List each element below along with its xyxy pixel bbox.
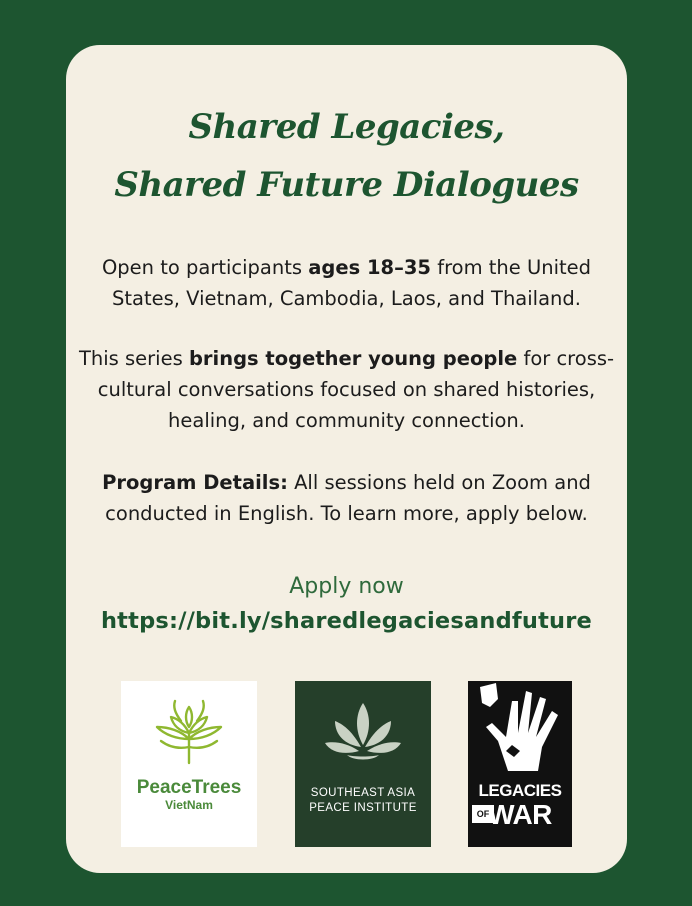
- flyer-card: [66, 45, 627, 873]
- peacetrees-name: PeaceTrees: [136, 777, 242, 798]
- title-line-2: Shared Future Dialogues: [114, 165, 579, 205]
- apply-now-label: Apply now: [289, 574, 404, 599]
- hand-icon: [468, 681, 572, 781]
- age-range: ages 18–35: [308, 256, 431, 279]
- title-line-1: Shared Legacies,: [188, 107, 505, 147]
- peacetrees-sub: VietNam: [165, 798, 213, 812]
- series-highlight: brings together young people: [188, 347, 518, 370]
- of-word: OF: [472, 805, 494, 823]
- southeast-asia-peace-institute-logo: [295, 681, 431, 847]
- war-word: WAR: [488, 799, 552, 830]
- legacies-of-war-logo: [468, 681, 572, 847]
- lotus-icon: [295, 681, 431, 781]
- legacies-word: LEGACIES: [478, 781, 562, 800]
- peacetrees-vietnam-logo: [121, 681, 257, 847]
- program-details-paragraph: Program Details: All sessions held on Zoom and conducted in English. To learn more, apply below.: [102, 471, 591, 525]
- eligibility-paragraph: Open to participants ages 18–35 from the United States, Vietnam, Cambodia, Laos, and Thailand.: [101, 256, 592, 310]
- seapi-line-1: SOUTHEAST ASIA: [310, 787, 416, 799]
- seapi-line-2: PEACE INSTITUTE: [309, 802, 417, 814]
- series-paragraph: This series brings together young people for cross-cultural conversations focused on shared histories, healing, and community connection.: [78, 347, 615, 432]
- apply-link[interactable]: https://bit.ly/sharedlegaciesandfuture: [100, 608, 593, 634]
- program-details-label: Program Details:: [102, 471, 288, 494]
- tree-icon: [121, 681, 257, 781]
